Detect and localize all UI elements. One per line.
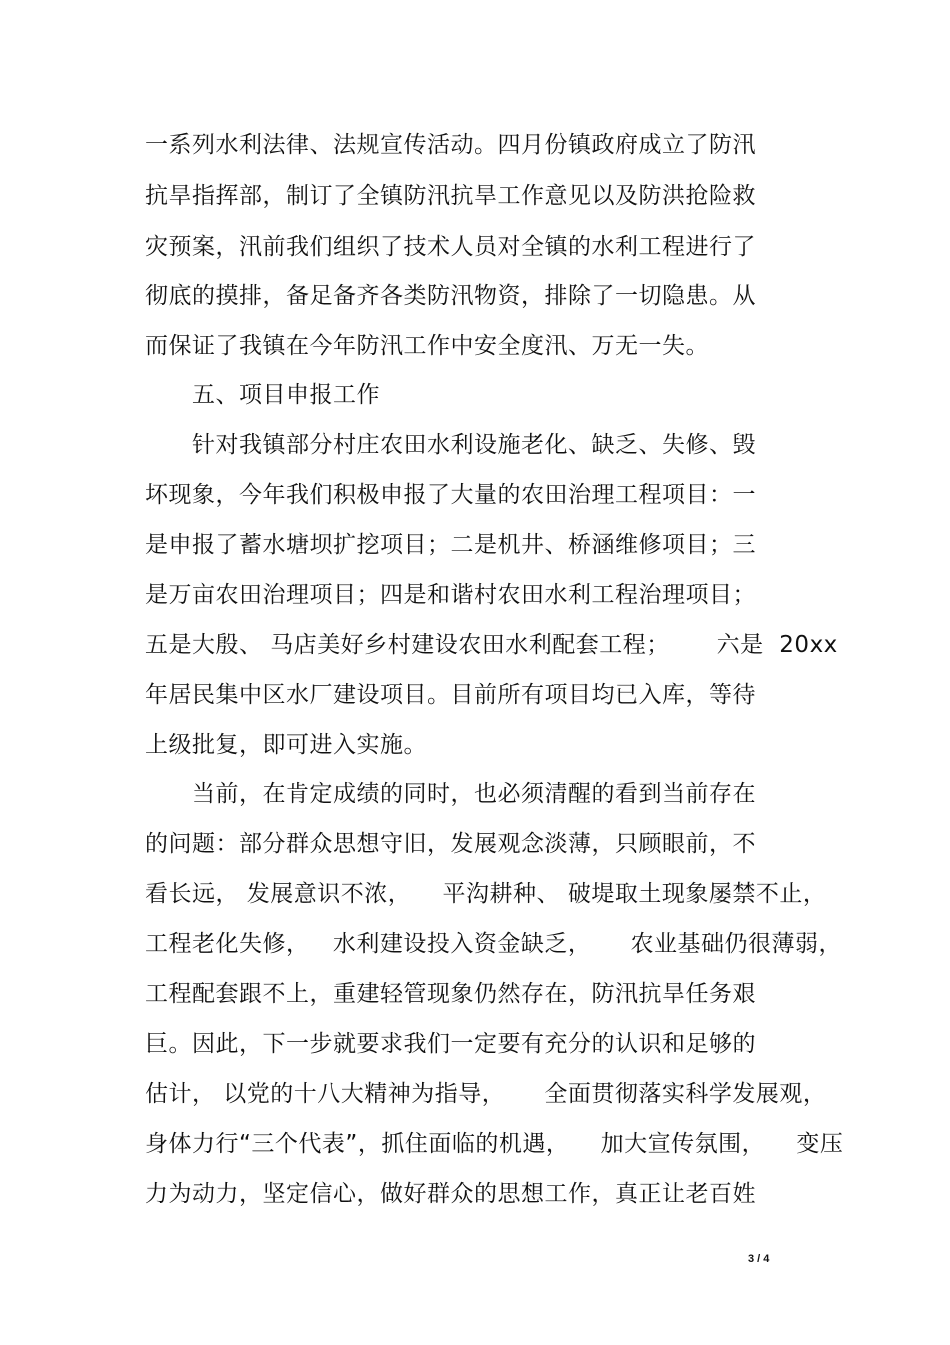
text-line: 巨。因此，下一步就要求我们一定要有充分的认识和足够的 bbox=[145, 1031, 756, 1057]
text-line: 看长远， 发展意识不浓， 平沟耕种、 破堤取土现象屡禁不止， bbox=[145, 881, 827, 907]
page-number: 3 / 4 bbox=[748, 1253, 770, 1265]
text-line: 是万亩农田治理项目；四是和谐村农田水利工程治理项目； bbox=[145, 582, 756, 608]
text-line: 而保证了我镇在今年防汛工作中安全度汛、万无一失。 bbox=[145, 333, 709, 359]
text-line: 力为动力，坚定信心，做好群众的思想工作，真正让老百姓 bbox=[145, 1181, 756, 1207]
text-line: 估计， 以党的十八大精神为指导， 全面贯彻落实科学发展观， bbox=[145, 1081, 827, 1107]
text-line: 抗旱指挥部，制订了全镇防汛抗旱工作意见以及防洪抢险救 bbox=[145, 183, 756, 209]
text-line: 彻底的摸排，备足备齐各类防汛物资，排除了一切隐患。从 bbox=[145, 283, 756, 309]
text-line: 当前，在肯定成绩的同时，也必须清醒的看到当前存在 bbox=[192, 781, 756, 807]
text-line: 五是大殷、 马店美好乡村建设农田水利配套工程； 六是 20xx bbox=[145, 632, 838, 658]
text-line: 上级批复，即可进入实施。 bbox=[145, 732, 427, 758]
section-heading: 五、项目申报工作 bbox=[192, 382, 380, 408]
text-line: 一系列水利法律、法规宣传活动。四月份镇政府成立了防汛 bbox=[145, 132, 756, 158]
text-line: 坏现象，今年我们积极申报了大量的农田治理工程项目：一 bbox=[145, 482, 756, 508]
text-line: 工程配套跟不上，重建轻管现象仍然存在，防汛抗旱任务艰 bbox=[145, 981, 756, 1007]
text-line: 针对我镇部分村庄农田水利设施老化、缺乏、失修、毁 bbox=[192, 432, 756, 458]
text-line: 年居民集中区水厂建设项目。目前所有项目均已入库，等待 bbox=[145, 682, 756, 708]
text-line: 灾预案，汛前我们组织了技术人员对全镇的水利工程进行了 bbox=[145, 234, 756, 260]
text-line: 是申报了蓄水塘坝扩挖项目；二是机井、桥涵维修项目；三 bbox=[145, 532, 756, 558]
text-line: 工程老化失修， 水利建设投入资金缺乏， 农业基础仍很薄弱， bbox=[145, 931, 842, 957]
text-line: 身体力行“三个代表”，抓住面临的机遇， 加大宣传氛围， 变压 bbox=[145, 1131, 844, 1157]
text-line: 的问题：部分群众思想守旧，发展观念淡薄，只顾眼前，不 bbox=[145, 831, 756, 857]
